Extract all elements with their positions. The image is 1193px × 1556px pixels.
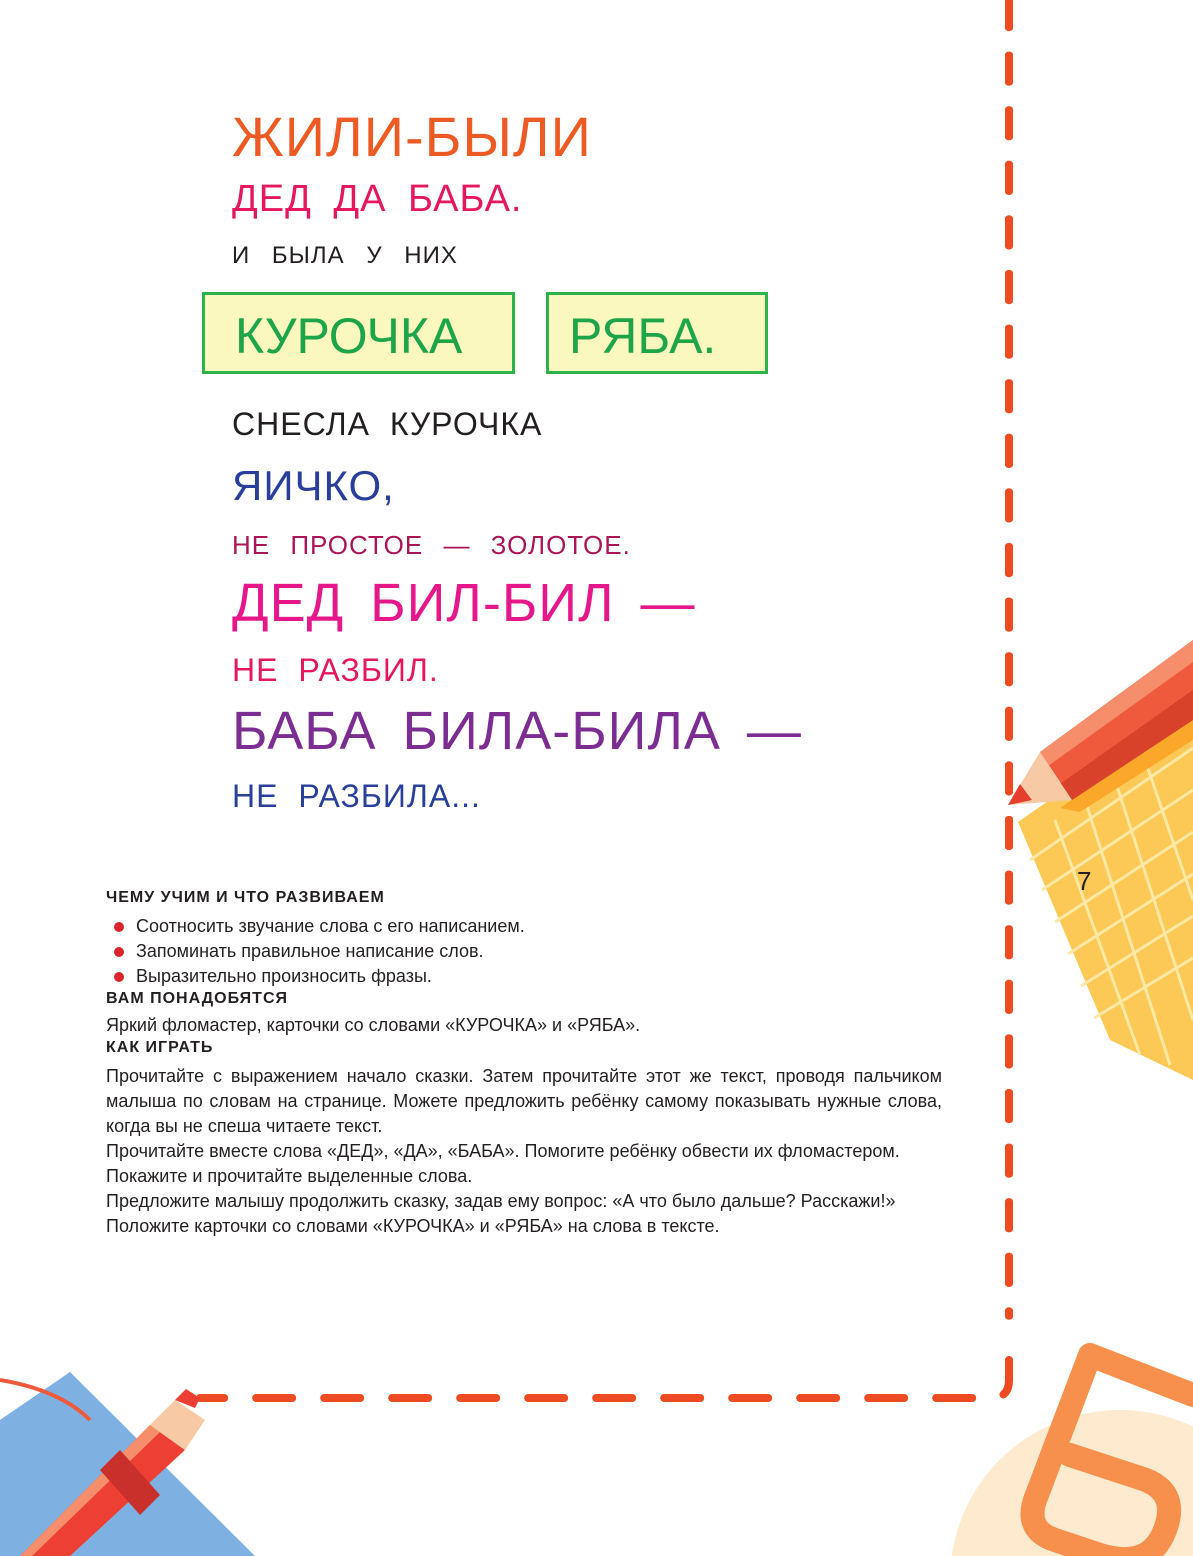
list-item: Запоминать правильное написание слов. bbox=[106, 939, 942, 964]
section-title-learning: ЧЕМУ УЧИМ И ЧТО РАЗВИВАЕМ bbox=[106, 889, 385, 906]
page-number: 7 bbox=[1077, 866, 1092, 896]
word-card-kurochka: КУРОЧКА bbox=[202, 292, 515, 374]
how-to-play-paragraph: Положите карточки со словами «КУРОЧКА» и «РЯБА» на слова в тексте. bbox=[106, 1216, 720, 1236]
story-line-5: СНЕСЛА КУРОЧКА bbox=[232, 406, 543, 442]
story-line-6: ЯИЧКО, bbox=[232, 462, 395, 509]
story-line-11: НЕ РАЗБИЛА... bbox=[232, 778, 481, 814]
list-item: Соотносить звучание слова с его написанием. bbox=[106, 914, 942, 939]
materials-text: Яркий фломастер, карточки со словами «КУРОЧКА» и «РЯБА». bbox=[106, 1015, 641, 1035]
section-title-materials: ВАМ ПОНАДОБЯТСЯ bbox=[106, 990, 289, 1007]
word-card-ryaba: РЯБА. bbox=[546, 292, 768, 374]
story-line-10: БАБА БИЛА-БИЛА — bbox=[232, 701, 802, 761]
story-line-9: НЕ РАЗБИЛ. bbox=[232, 652, 439, 688]
instructions-block bbox=[106, 888, 942, 1239]
story-line-1: ЖИЛИ-БЫЛИ bbox=[232, 105, 592, 168]
how-to-play-paragraph: Покажите и прочитайте выделенные слова. bbox=[106, 1166, 473, 1186]
story-line-3: И БЫЛА У НИХ bbox=[232, 242, 458, 269]
list-item: Выразительно произносить фразы. bbox=[106, 964, 942, 989]
story-line-2: ДЕД ДА БАБА. bbox=[232, 178, 523, 220]
section-title-how-to-play: КАК ИГРАТЬ bbox=[106, 1039, 214, 1056]
letter-b-icon bbox=[950, 1355, 1193, 1556]
how-to-play-paragraph: Прочитайте вместе слова «ДЕД», «ДА», «БАБА». Помогите ребёнку обвести их фломастером. bbox=[106, 1141, 900, 1161]
story-line-7: НЕ ПРОСТОЕ — ЗОЛОТОЕ. bbox=[232, 530, 631, 560]
story-line-8: ДЕД БИЛ-БИЛ — bbox=[232, 573, 696, 633]
how-to-play-paragraph: Предложите малышу продолжить сказку, задав ему вопрос: «А что было дальше? Расскажи!» bbox=[106, 1191, 896, 1211]
how-to-play-paragraph: Прочитайте с выражением начало сказки. Затем прочитайте этот же текст, проводя пальчиком малыша по словам на странице. Можете предложить ребёнку самому показывать нужные слова, когда вы не спеша читаете текст. bbox=[106, 1066, 942, 1136]
learning-list bbox=[106, 914, 942, 989]
